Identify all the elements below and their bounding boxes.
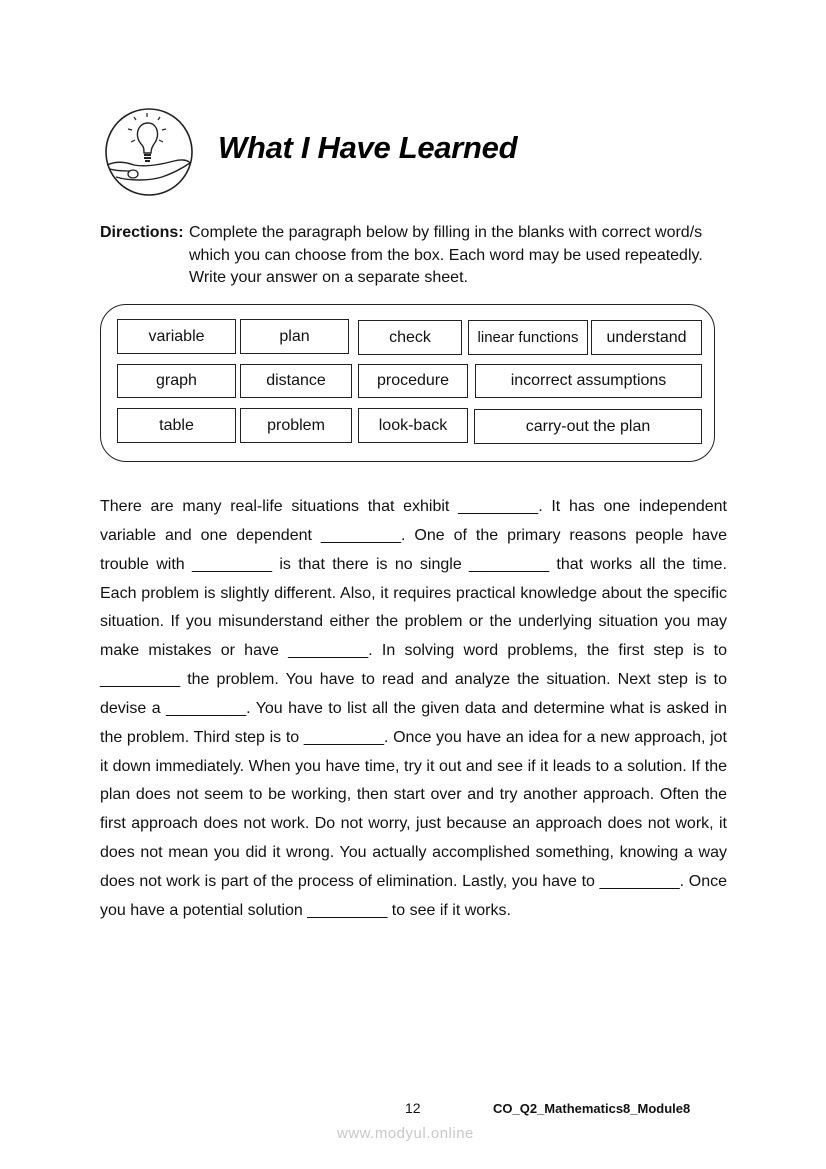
module-code: CO_Q2_Mathematics8_Module8 [493,1101,691,1116]
word-bank-item: problem [240,408,352,443]
word-bank-item: procedure [358,364,468,398]
word-bank-item: table [117,408,236,443]
word-bank-item: plan [240,319,349,354]
directions-label: Directions: [100,224,184,241]
word-bank-item: graph [117,364,236,398]
word-bank-item: understand [591,320,702,355]
word-bank-item: variable [117,319,236,354]
directions-text: Complete the paragraph below by filling in the blanks with correct word/s which you can choose from the box. Each word may be used repeatedly. Write your answer on a separate sheet. [189,224,703,286]
word-bank-item: look-back [358,408,468,443]
word-bank [100,304,715,462]
lesson-icon [104,107,194,197]
directions [100,222,730,290]
word-bank-item: linear functions [468,320,588,355]
word-bank-item: carry-out the plan [474,409,702,444]
word-bank-item: check [358,320,462,355]
fill-in-the-blank-paragraph: There are many real-life situations that exhibit _________. It has one independent variable and one dependent _________. One of the primary reasons people have trouble with _________ is that there is no single _________ that works all the time. Each problem is slightly different. Also, it requires practical knowledge about the specific situation. If you misunderstand either the problem or the underlying situation you may make mistakes or have _________. In solving word problems, the first step is to _________ the problem. You have to read and analyze the situation. Next step is to devise a _________. You have to list all the given data and determine what is asked in the problem. Third step is to _________. Once you have an idea for a new approach, jot it down immediately. When you have time, try it out and see if it leads to a solution. If the plan does not seem to be working, then start over and try another approach. Often the first approach does not work. Do not worry, just because an approach does not work, it does not mean you did it wrong. You actually accomplished something, knowing a way does not work is part of the process of elimination. Lastly, you have to _________. Once you have a potential solution _________ to see if it works. [100,498,727,919]
section-title: What I Have Learned [218,130,518,165]
word-bank-item: incorrect assumptions [475,364,702,398]
watermark: www.modyul.online [337,1125,474,1142]
lightbulb-in-hand-icon [104,107,194,197]
word-bank-item: distance [240,364,352,398]
page-number: 12 [405,1100,421,1116]
